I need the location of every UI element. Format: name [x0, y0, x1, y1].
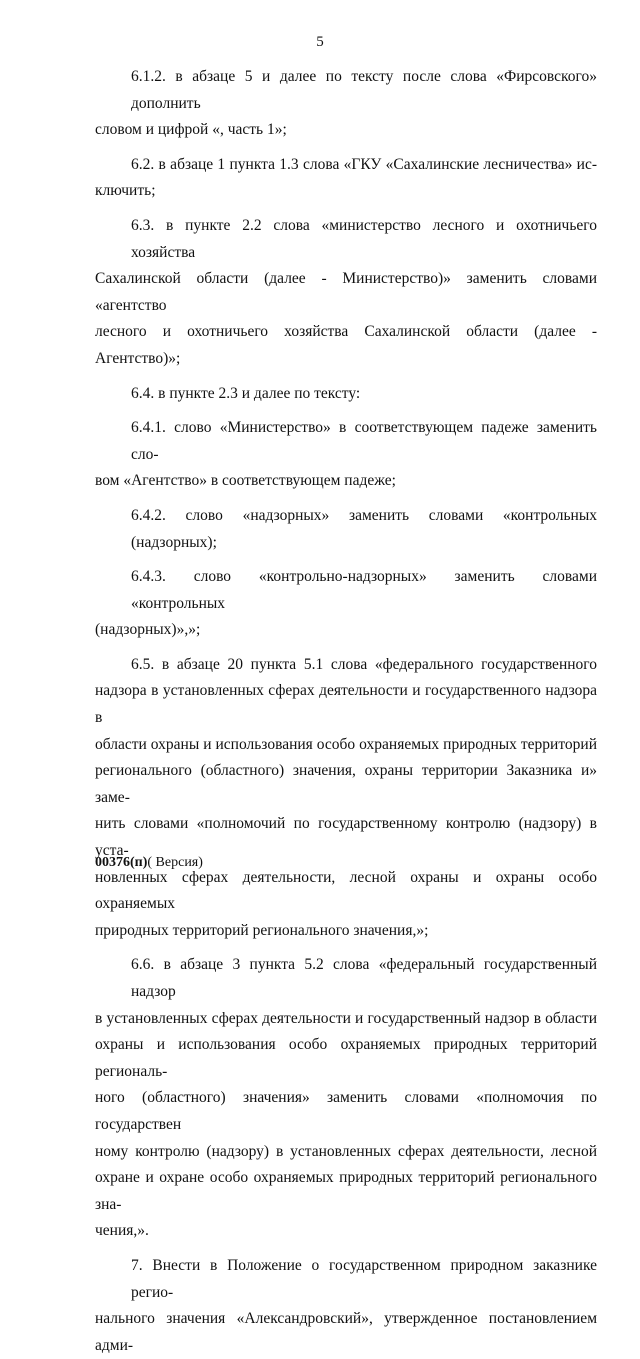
paragraph	[95, 213, 597, 373]
text-line: области охраны и использования особо охраняемых природных территорий	[95, 735, 597, 753]
text-line: 6.6. в абзаце 3 пункта 5.2 слова «федеральный государственный надзор	[131, 956, 597, 1000]
text-line: Сахалинской области (далее - Министерство)» заменить словами «агентство	[95, 270, 597, 314]
text-line: вом «Агентство» в соответствующем падеже;	[95, 472, 396, 490]
text-line: надзора в установленных сферах деятельности и государственного надзора в	[95, 682, 597, 727]
text-line: 6.2. в абзаце 1 пункта 1.3 слова «ГКУ «Сахалинские лесничества» ис-	[131, 155, 597, 173]
text-line: (надзорных)»,»;	[95, 621, 201, 639]
document-version-label: ( Версия)	[147, 855, 203, 870]
text-line: ного (областного) значения» заменить словами «полномочия по государствен	[95, 1089, 597, 1133]
text-line: ключить;	[95, 182, 156, 200]
paragraph	[95, 381, 597, 408]
document-code: 00376(п)	[95, 855, 148, 870]
page-number: 5	[316, 34, 324, 50]
text-line: словом и цифрой «, часть 1»;	[95, 121, 287, 139]
text-line: ному контролю (надзору) в установленных сферах деятельности, лесной	[95, 1142, 597, 1160]
paragraph	[95, 152, 597, 205]
text-line: регионального (областного) значения, охраны территории Заказника и» заме-	[95, 762, 597, 806]
text-line: нить словами «полномочий по государственному контролю (надзору) в уста-	[95, 815, 597, 860]
paragraph	[95, 503, 597, 556]
text-line: чения,».	[95, 1222, 149, 1240]
document-body	[95, 64, 597, 1359]
text-line: нального значения «Александровский», утвержденное постановлением адми-	[95, 1310, 597, 1354]
text-line: 6.4.1. слово «Министерство» в соответствующем падеже заменить сло-	[131, 419, 597, 463]
paragraph	[95, 652, 597, 945]
text-line: 6.4.2. слово «надзорных» заменить словами «контрольных (надзорных);	[131, 506, 597, 551]
text-line: в установленных сферах деятельности и государственный надзор в области	[95, 1009, 597, 1027]
document-footer	[95, 855, 203, 871]
text-line: охраны и использования особо охраняемых природных территорий региональ-	[95, 1036, 597, 1080]
paragraph	[95, 64, 597, 144]
text-line: 6.4.3. слово «контрольно-надзорных» заменить словами «контрольных	[131, 568, 597, 612]
text-line: 6.3. в пункте 2.2 слова «министерство лесного и охотничьего хозяйства	[131, 216, 597, 261]
text-line: 6.5. в абзаце 20 пункта 5.1 слова «федерального государственного	[131, 655, 597, 673]
text-line: охране и охране особо охраняемых природных территорий регионального зна-	[95, 1169, 597, 1213]
text-line: новленных сферах деятельности, лесной охраны и охраны особо охраняемых	[95, 868, 597, 913]
text-line: 7. Внести в Положение о государственном природном заказнике регио-	[131, 1256, 597, 1301]
paragraph	[95, 415, 597, 495]
text-line: 6.1.2. в абзаце 5 и далее по тексту после слова «Фирсовского» дополнить	[131, 68, 597, 112]
paragraph	[95, 1253, 597, 1359]
paragraph	[95, 952, 597, 1245]
text-line: природных территорий регионального значения,»;	[95, 921, 429, 939]
text-line: лесного и охотничьего хозяйства Сахалинской области (далее - Агентство)»;	[95, 323, 597, 367]
text-line: 6.4. в пункте 2.3 и далее по тексту:	[131, 384, 361, 402]
paragraph	[95, 564, 597, 644]
